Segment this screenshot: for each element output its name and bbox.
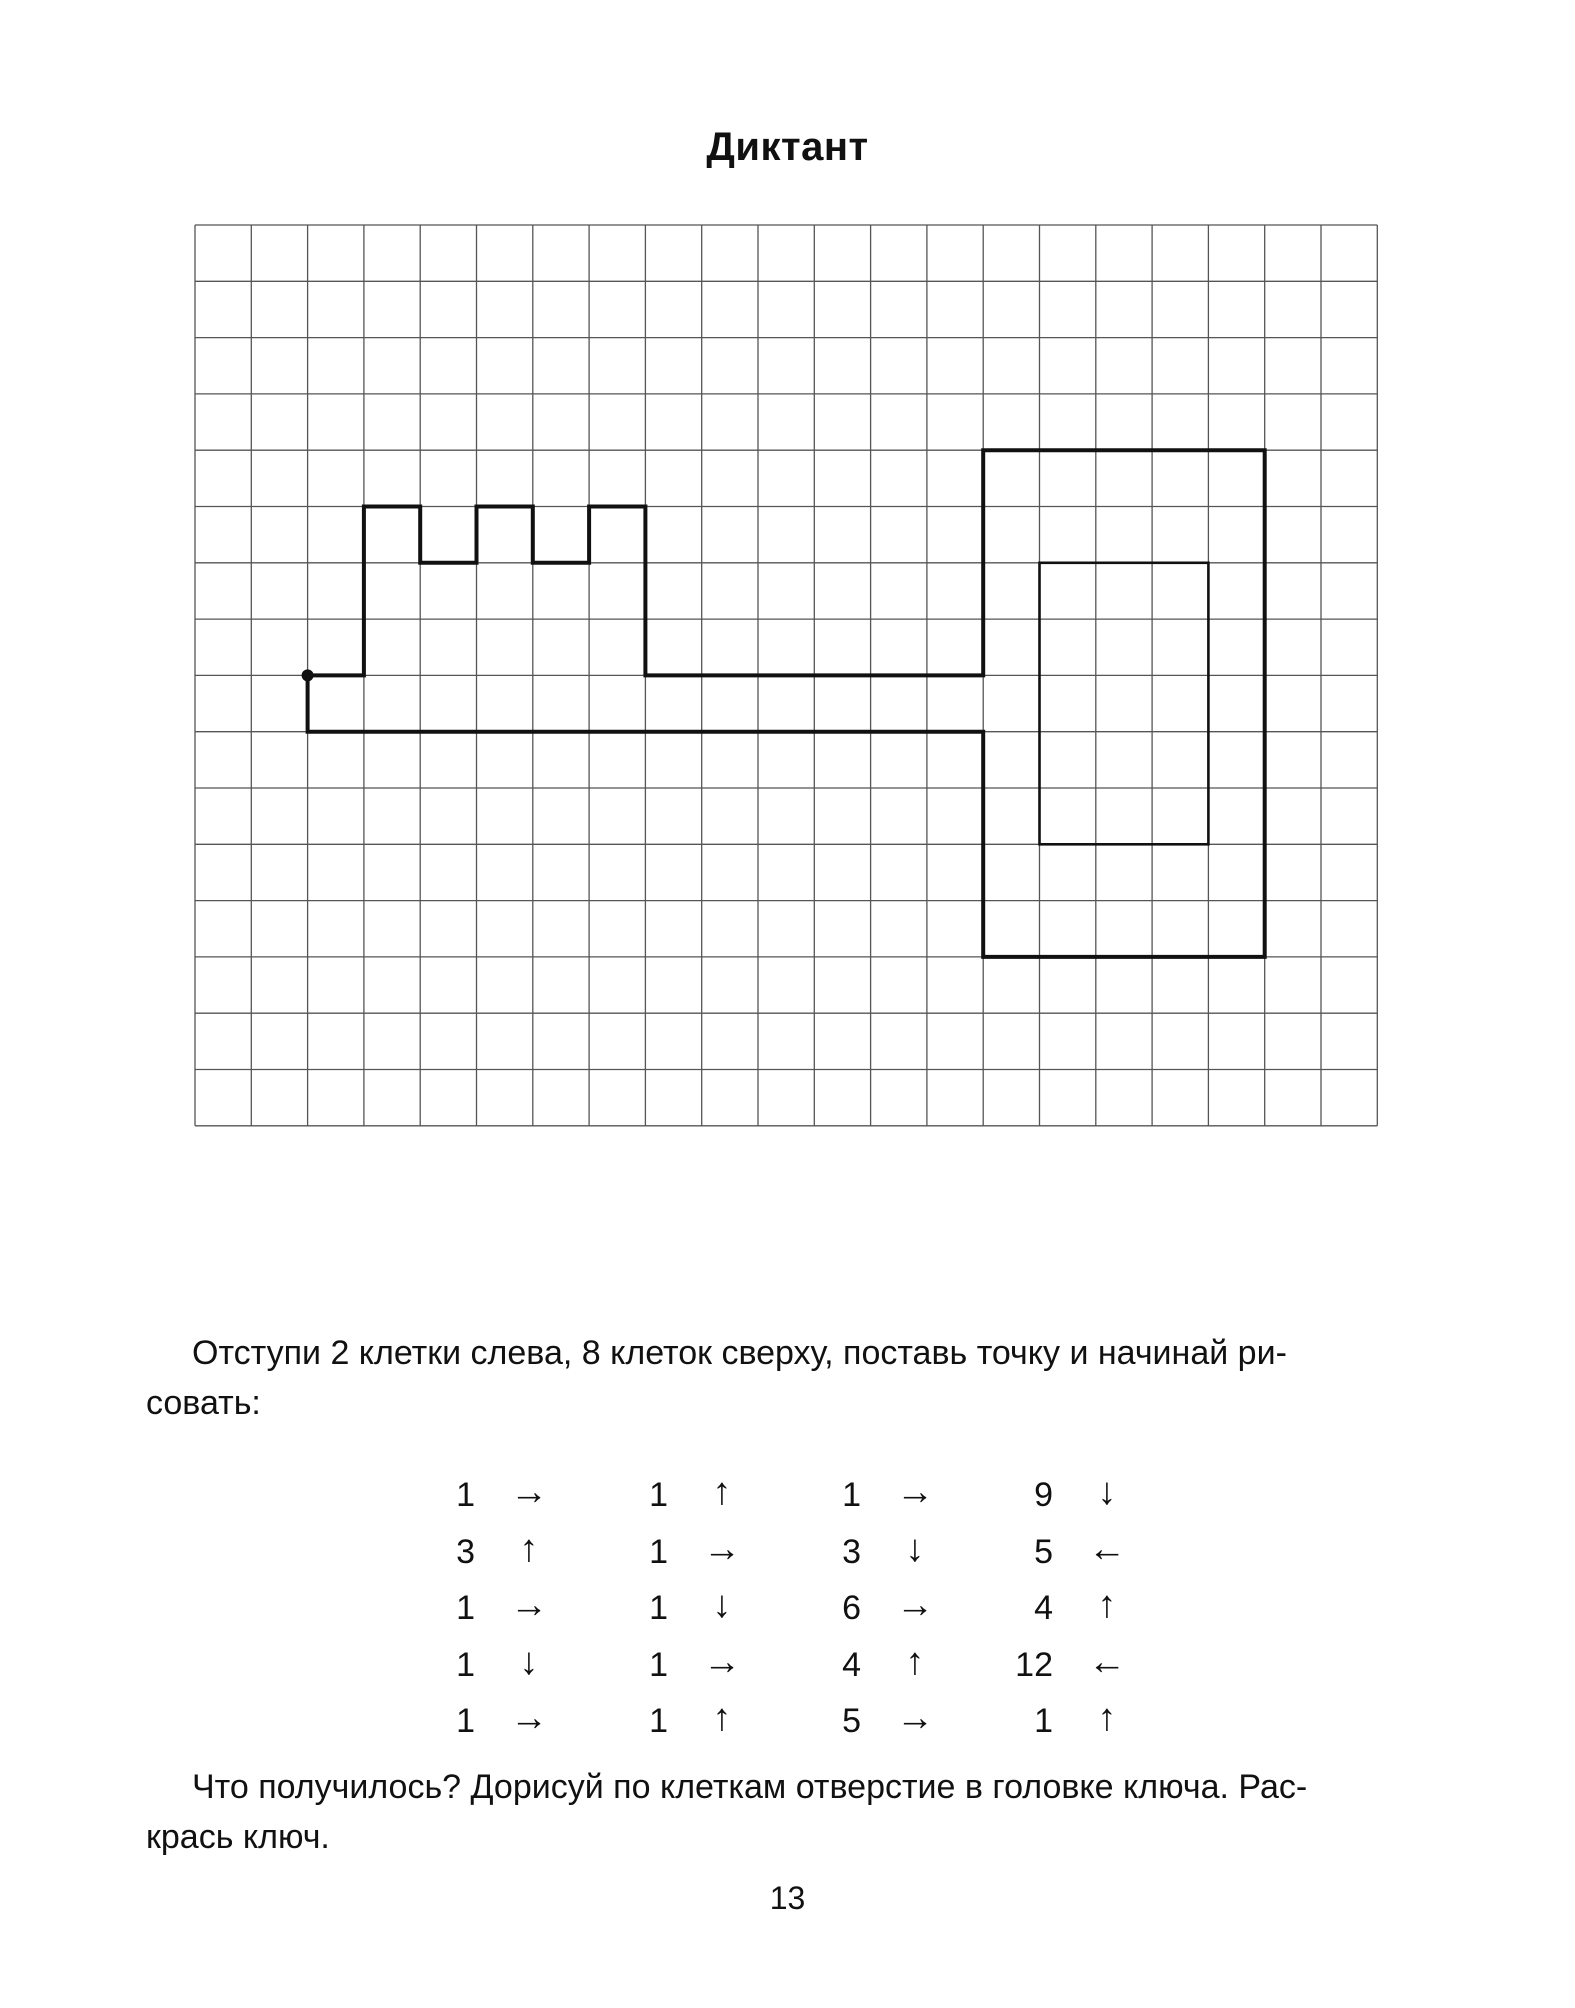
question-text — [146, 1762, 1433, 1862]
command-count: 1 — [649, 1645, 668, 1684]
arrow-right-icon: → — [896, 1697, 934, 1739]
command-count: 3 — [842, 1532, 861, 1571]
arrow-down-icon: ↓ — [712, 1584, 732, 1626]
arrow-up-icon: ↑ — [1097, 1584, 1117, 1626]
command-count: 1 — [649, 1476, 668, 1514]
instruction-text — [146, 1328, 1433, 1428]
arrow-right-icon: → — [703, 1527, 741, 1570]
instruction-tail: совать: — [146, 1384, 261, 1422]
arrow-right-icon: → — [510, 1584, 548, 1626]
command-count: 9 — [1034, 1476, 1053, 1514]
command-count: 1 — [842, 1476, 861, 1514]
command-count: 5 — [1034, 1532, 1053, 1571]
start-point — [302, 669, 314, 681]
command-count: 1 — [1034, 1702, 1053, 1740]
command-count: 1 — [456, 1645, 475, 1684]
command-count: 4 — [842, 1645, 861, 1684]
arrow-down-icon: ↓ — [519, 1640, 539, 1683]
arrow-up-icon: ↑ — [905, 1640, 925, 1683]
arrow-right-icon: → — [510, 1697, 548, 1739]
arrow-up-icon: ↑ — [519, 1527, 539, 1570]
arrow-right-icon: → — [896, 1584, 934, 1626]
command-count: 1 — [649, 1702, 668, 1740]
arrow-up-icon: ↑ — [1097, 1697, 1117, 1739]
command-count: 4 — [1034, 1589, 1053, 1627]
arrow-down-icon: ↓ — [905, 1527, 925, 1570]
arrow-right-icon: → — [510, 1471, 548, 1513]
instruction-lead: Отступи 2 клетки слева, 8 клеток сверху, поставь точку и начинай ри- — [192, 1334, 1287, 1372]
command-count: 1 — [649, 1589, 668, 1627]
command-count: 1 — [456, 1702, 475, 1740]
arrow-left-icon: ← — [1088, 1527, 1126, 1570]
command-count: 1 — [649, 1532, 668, 1571]
arrow-up-icon: ↑ — [712, 1697, 732, 1739]
command-count: 5 — [842, 1702, 861, 1740]
arrow-left-icon: ← — [1088, 1640, 1126, 1683]
command-count: 1 — [456, 1589, 475, 1627]
command-count: 3 — [456, 1532, 475, 1571]
command-count: 6 — [842, 1589, 861, 1627]
command-count: 1 — [456, 1476, 475, 1514]
page-title: Диктант — [706, 125, 869, 169]
key-outline — [308, 450, 1265, 957]
question-tail: крась ключ. — [146, 1818, 330, 1856]
key-hole — [1040, 563, 1209, 845]
command-count: 12 — [1015, 1645, 1053, 1684]
key-drawing — [302, 450, 1265, 957]
arrow-right-icon: → — [703, 1640, 741, 1683]
page-number: 13 — [769, 1880, 806, 1916]
arrow-down-icon: ↓ — [1097, 1471, 1117, 1513]
arrow-up-icon: ↑ — [712, 1471, 732, 1513]
question-lead: Что получилось? Дорисуй по клеткам отверстие в головке ключа. Рас- — [192, 1768, 1308, 1806]
arrow-right-icon: → — [896, 1471, 934, 1513]
